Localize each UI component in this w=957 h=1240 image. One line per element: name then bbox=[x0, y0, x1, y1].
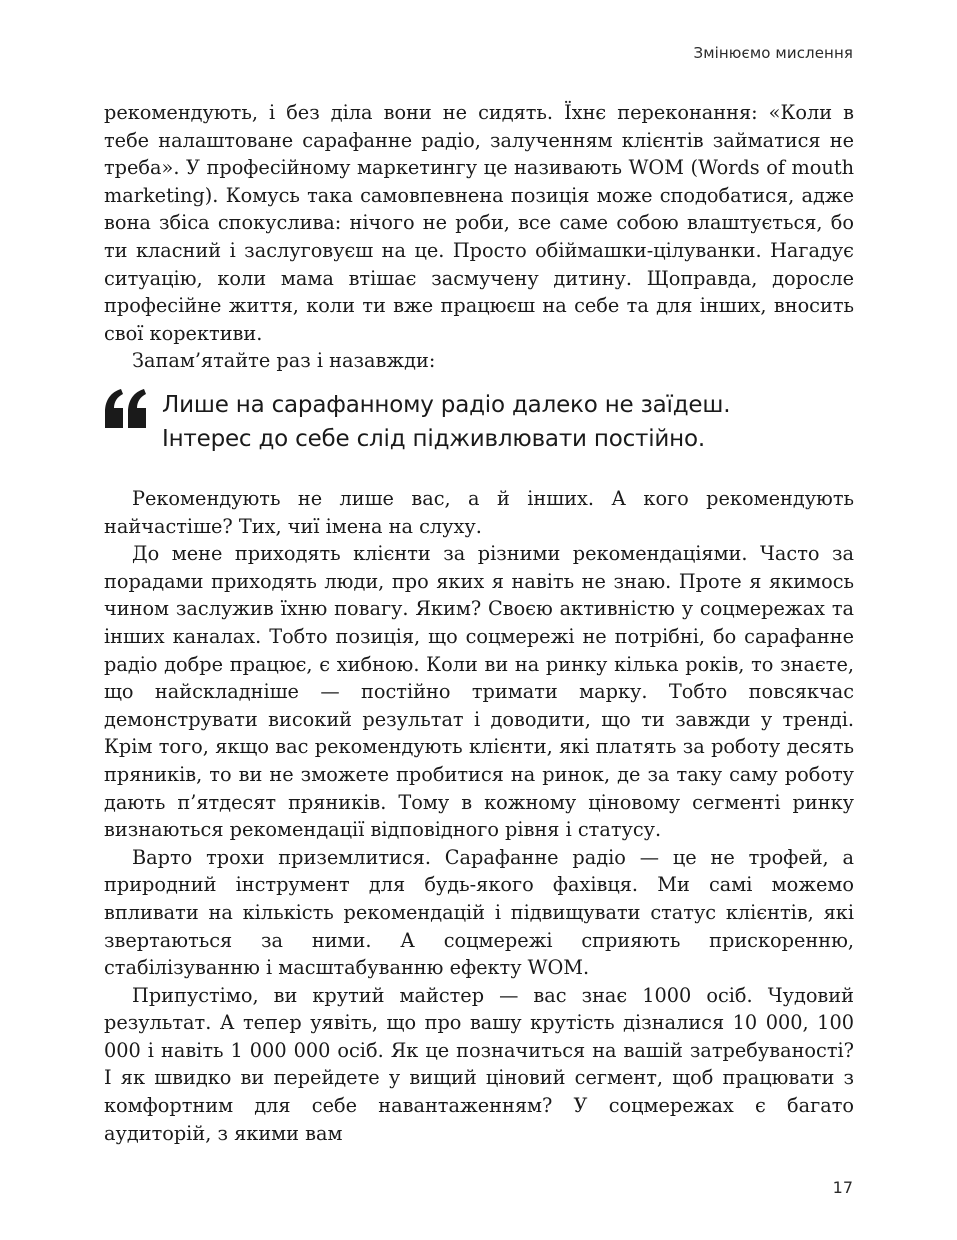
pull-quote-line: Лише на сарафанному радіо далеко не заїдеш. bbox=[162, 392, 731, 418]
running-title: Змінюємо мислення bbox=[693, 44, 853, 62]
paragraph: Запам’ятайте раз і назавжди: bbox=[132, 349, 436, 373]
paragraph: Варто трохи приземлитися. Сарафанне радіо — це не трофей, а природний інструмент для будь-якого фахівця. Ми самі можемо впливати на кількість рекомендацій і підвищувати статус клієнтів, які звертаються за ними. А соцмережі сприяють прискоренню, стабілізуванню і масштабуванню ефекту WOM. bbox=[104, 845, 854, 980]
pull-quote bbox=[104, 388, 854, 458]
page-number: 17 bbox=[832, 1178, 853, 1197]
paragraph: рекомендують, і без діла вони не сидять. Їхнє переконання: «Коли в тебе налаштоване сарафанне радіо, залученням клієнтів займатися не треба». У професійному маркетингу це називають WOM (Words of mouth marketing). Комусь така самовпевнена позиція може сподобатися, адже вона збіса спокуслива: нічого не роби, все саме собою влаштується, бо ти класний і заслуговуєш на це. Просто обіймашки-цілуванки. Нагадує ситуацію, коли мама втішає засмучену дитину. Щоправда, доросле професійне життя, коли ти вже працюєш на себе та для інших, вносить свої корективи. bbox=[104, 101, 854, 345]
open-quote-icon bbox=[104, 388, 148, 430]
pull-quote-text bbox=[162, 388, 730, 456]
body-text-top bbox=[104, 99, 854, 375]
paragraph: Припустімо, ви крутий майстер — вас знає 1000 осіб. Чудовий результат. А тепер уявіть, що про вашу крутість дізналися 10 000, 100 000 і навіть 1 000 000 осіб. Як це позначиться на вашій затребуваності? І як швидко ви перейдете у вищий ціновий сегмент, щоб працювати з комфортним для себе навантаженням? У соцмережах є багато аудиторій, з якими вам bbox=[104, 983, 854, 1145]
body-text-bottom bbox=[104, 485, 854, 1147]
pull-quote-line: Інтерес до себе слід підживлювати постійно. bbox=[162, 426, 705, 452]
paragraph: До мене приходять клієнти за різними рекомендаціями. Часто за порадами приходять люди, про яких я навіть не знаю. Проте я якимось чином заслужив їхню повагу. Яким? Своєю активністю у соцмережах та інших каналах. Тобто позиція, що соцмережі не потрібні, бо сарафанне радіо добре працює, є хибною. Коли ви на ринку кілька років, то знаєте, що найскладніше — постійно тримати марку. Тобто повсякчас демонструвати високий результат і доводити, що ти завжди у тренді. Крім того, якщо вас рекомендують клієнти, які платять за роботу десять пряників, то ви не зможете пробитися на ринок, де за таку саму роботу дають п’ятдесят пряників. Тому в кожному ціновому сегменті ринку визнаються рекомендації відповідного рівня і статусу. bbox=[104, 542, 854, 842]
paragraph: Рекомендують не лише вас, а й інших. А кого рекомендують найчастіше? Тих, чиї імена на слуху. bbox=[104, 487, 854, 538]
